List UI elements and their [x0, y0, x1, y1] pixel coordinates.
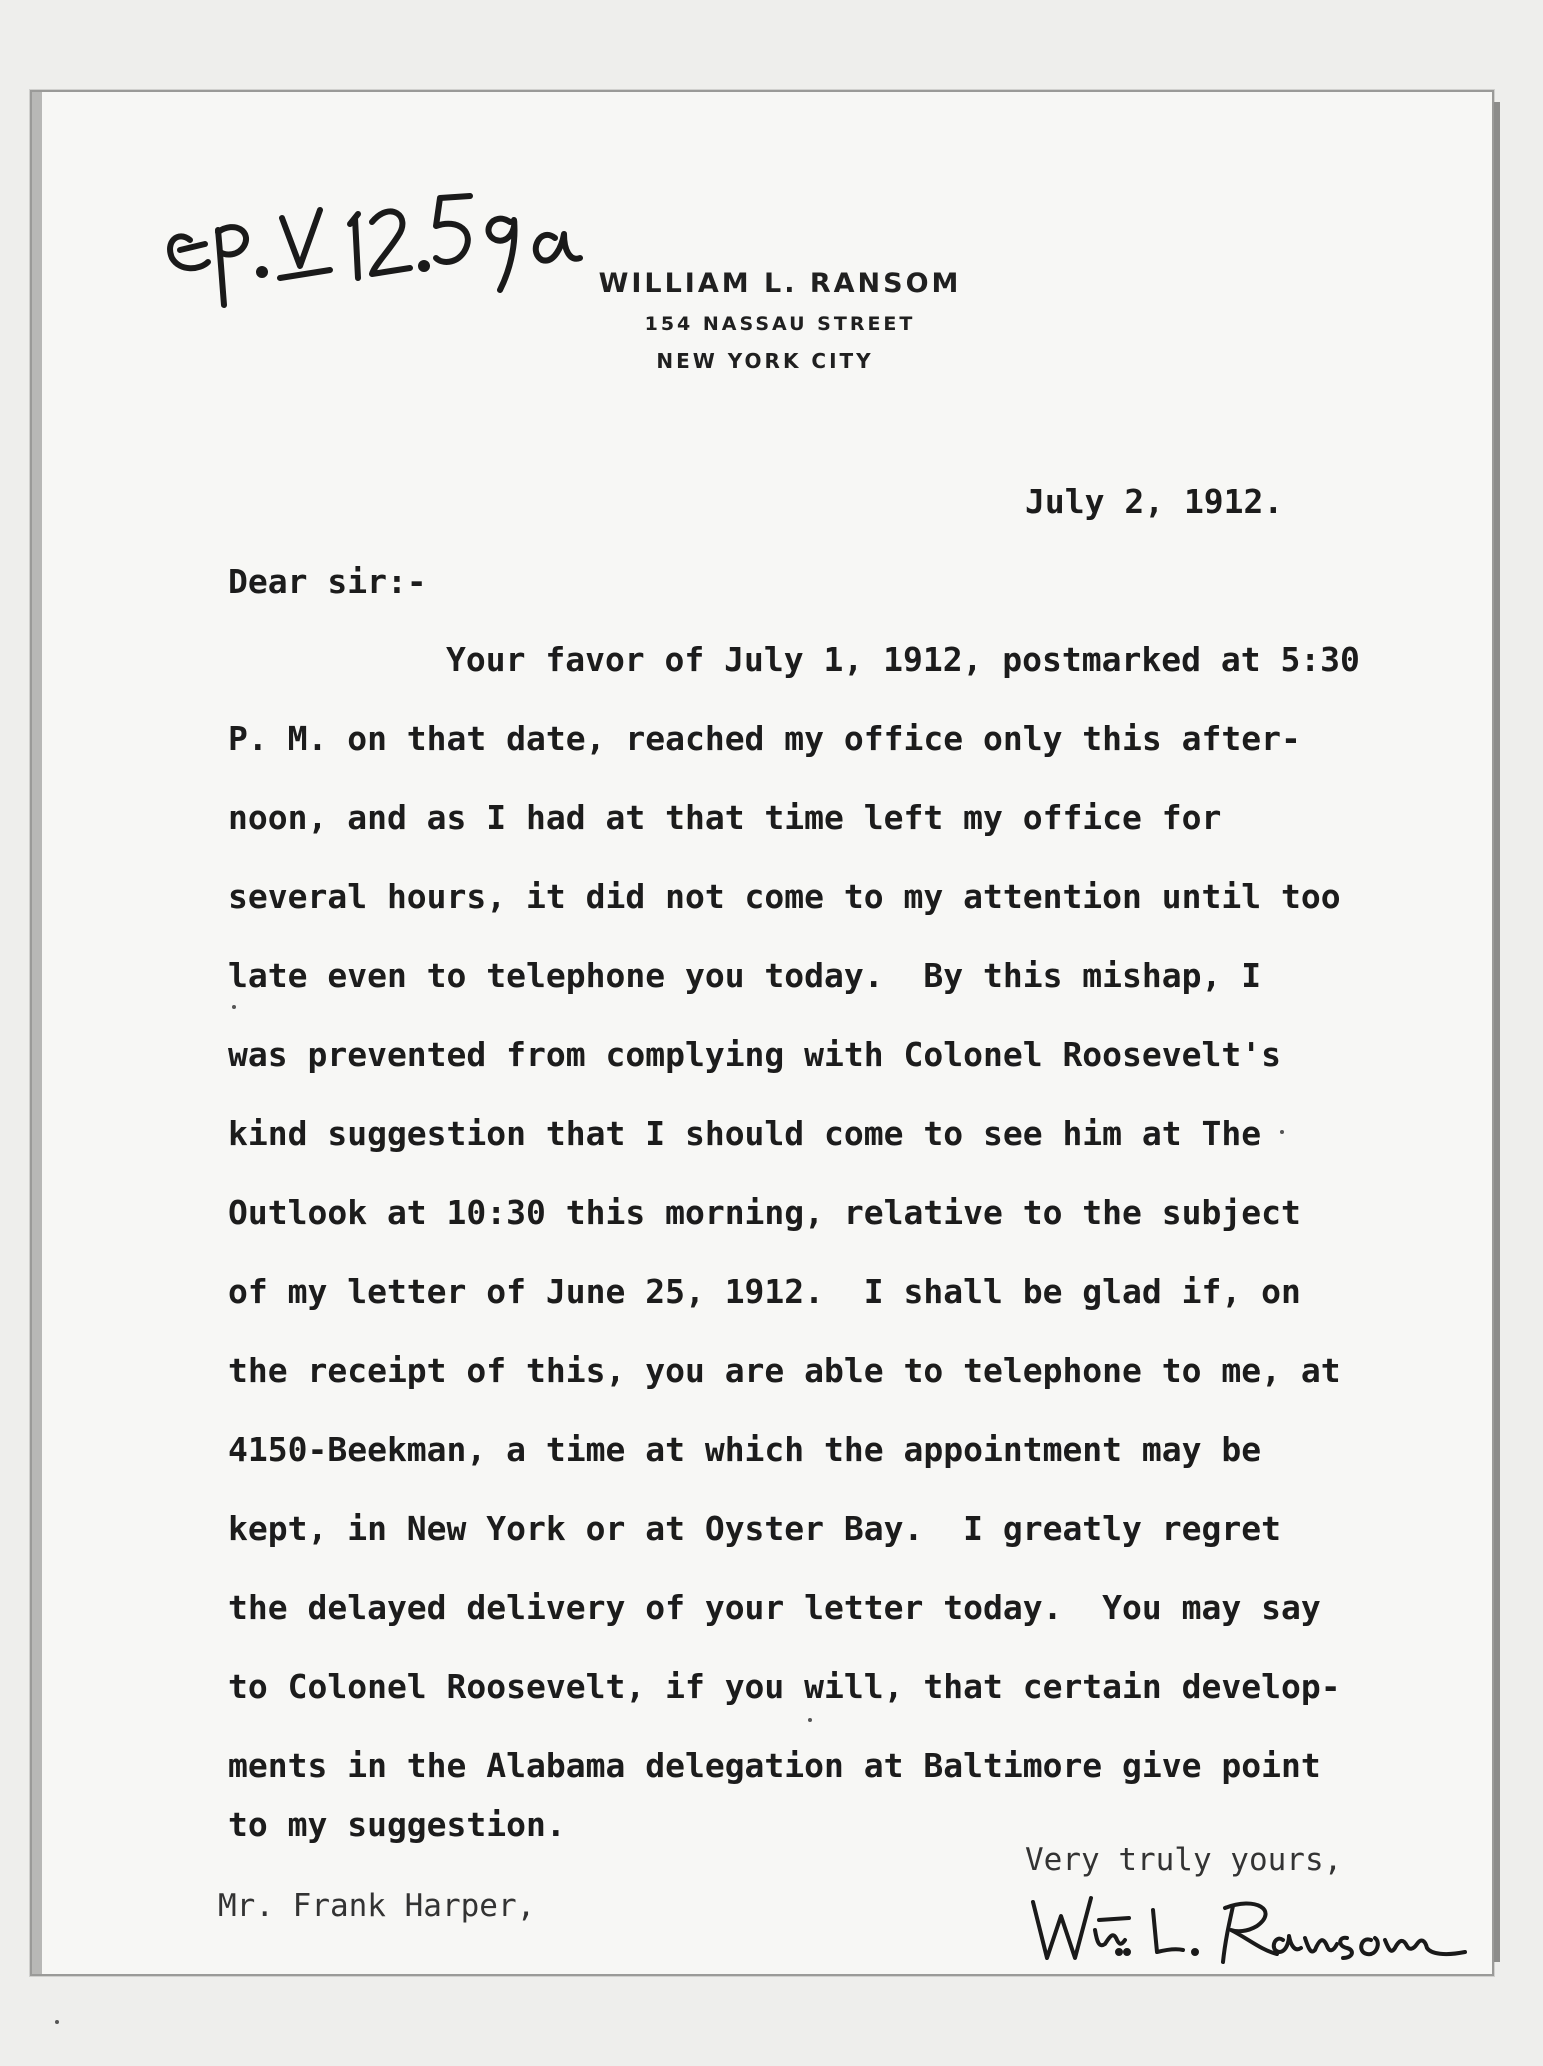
recipient: Mr. Frank Harper, [218, 1888, 536, 1924]
body-line: the receipt of this, you are able to telephone to me, at [228, 1351, 1341, 1390]
body-line: the delayed delivery of your letter today. You may say [228, 1588, 1321, 1627]
body-line: ments in the Alabama delegation at Baltimore give point [228, 1746, 1321, 1785]
body-line: P. M. on that date, reached my office only this after- [228, 719, 1301, 758]
body-line: Outlook at 10:30 this morning, relative to the subject [228, 1193, 1301, 1232]
letter-body [228, 640, 1478, 1845]
paper-speck [232, 1005, 236, 1009]
paper-speck [1280, 1130, 1284, 1134]
signature-drawing [1025, 1880, 1475, 1970]
paper-speck [808, 1718, 812, 1722]
letterhead [530, 268, 1000, 373]
body-line: noon, and as I had at that time left my office for [228, 798, 1222, 837]
body-line: late even to telephone you today. By this mishap, I [228, 956, 1262, 995]
closing: Very truly yours, [1025, 1842, 1343, 1878]
body-line: several hours, it did not come to my attention until too [228, 877, 1341, 916]
body-line: was prevented from complying with Colonel Roosevelt's [228, 1035, 1281, 1074]
letterhead-street: 154 NASSAU STREET [644, 313, 916, 335]
body-line: to my suggestion. [228, 1805, 566, 1844]
body-line: Your favor of July 1, 1912, postmarked at 5:30 [446, 640, 1360, 679]
body-line: of my letter of June 25, 1912. I shall be glad if, on [228, 1272, 1301, 1311]
body-line: kind suggestion that I should come to see him at The [228, 1114, 1262, 1153]
body-line: 4150-Beekman, a time at which the appointment may be [228, 1430, 1262, 1469]
body-line: kept, in New York or at Oyster Bay. I greatly regret [228, 1509, 1281, 1548]
letterhead-name: WILLIAM L. RANSOM [598, 268, 962, 299]
paper-speck [55, 2020, 59, 2024]
letter-date: July 2, 1912. [1025, 482, 1284, 521]
body-line: to Colonel Roosevelt, if you will, that certain develop- [228, 1667, 1341, 1706]
handwritten-signature [1025, 1880, 1475, 1970]
salutation: Dear sir:- [228, 562, 427, 601]
sheet-edge-shadow [1494, 102, 1500, 1962]
letterhead-city: NEW YORK CITY [656, 349, 874, 373]
